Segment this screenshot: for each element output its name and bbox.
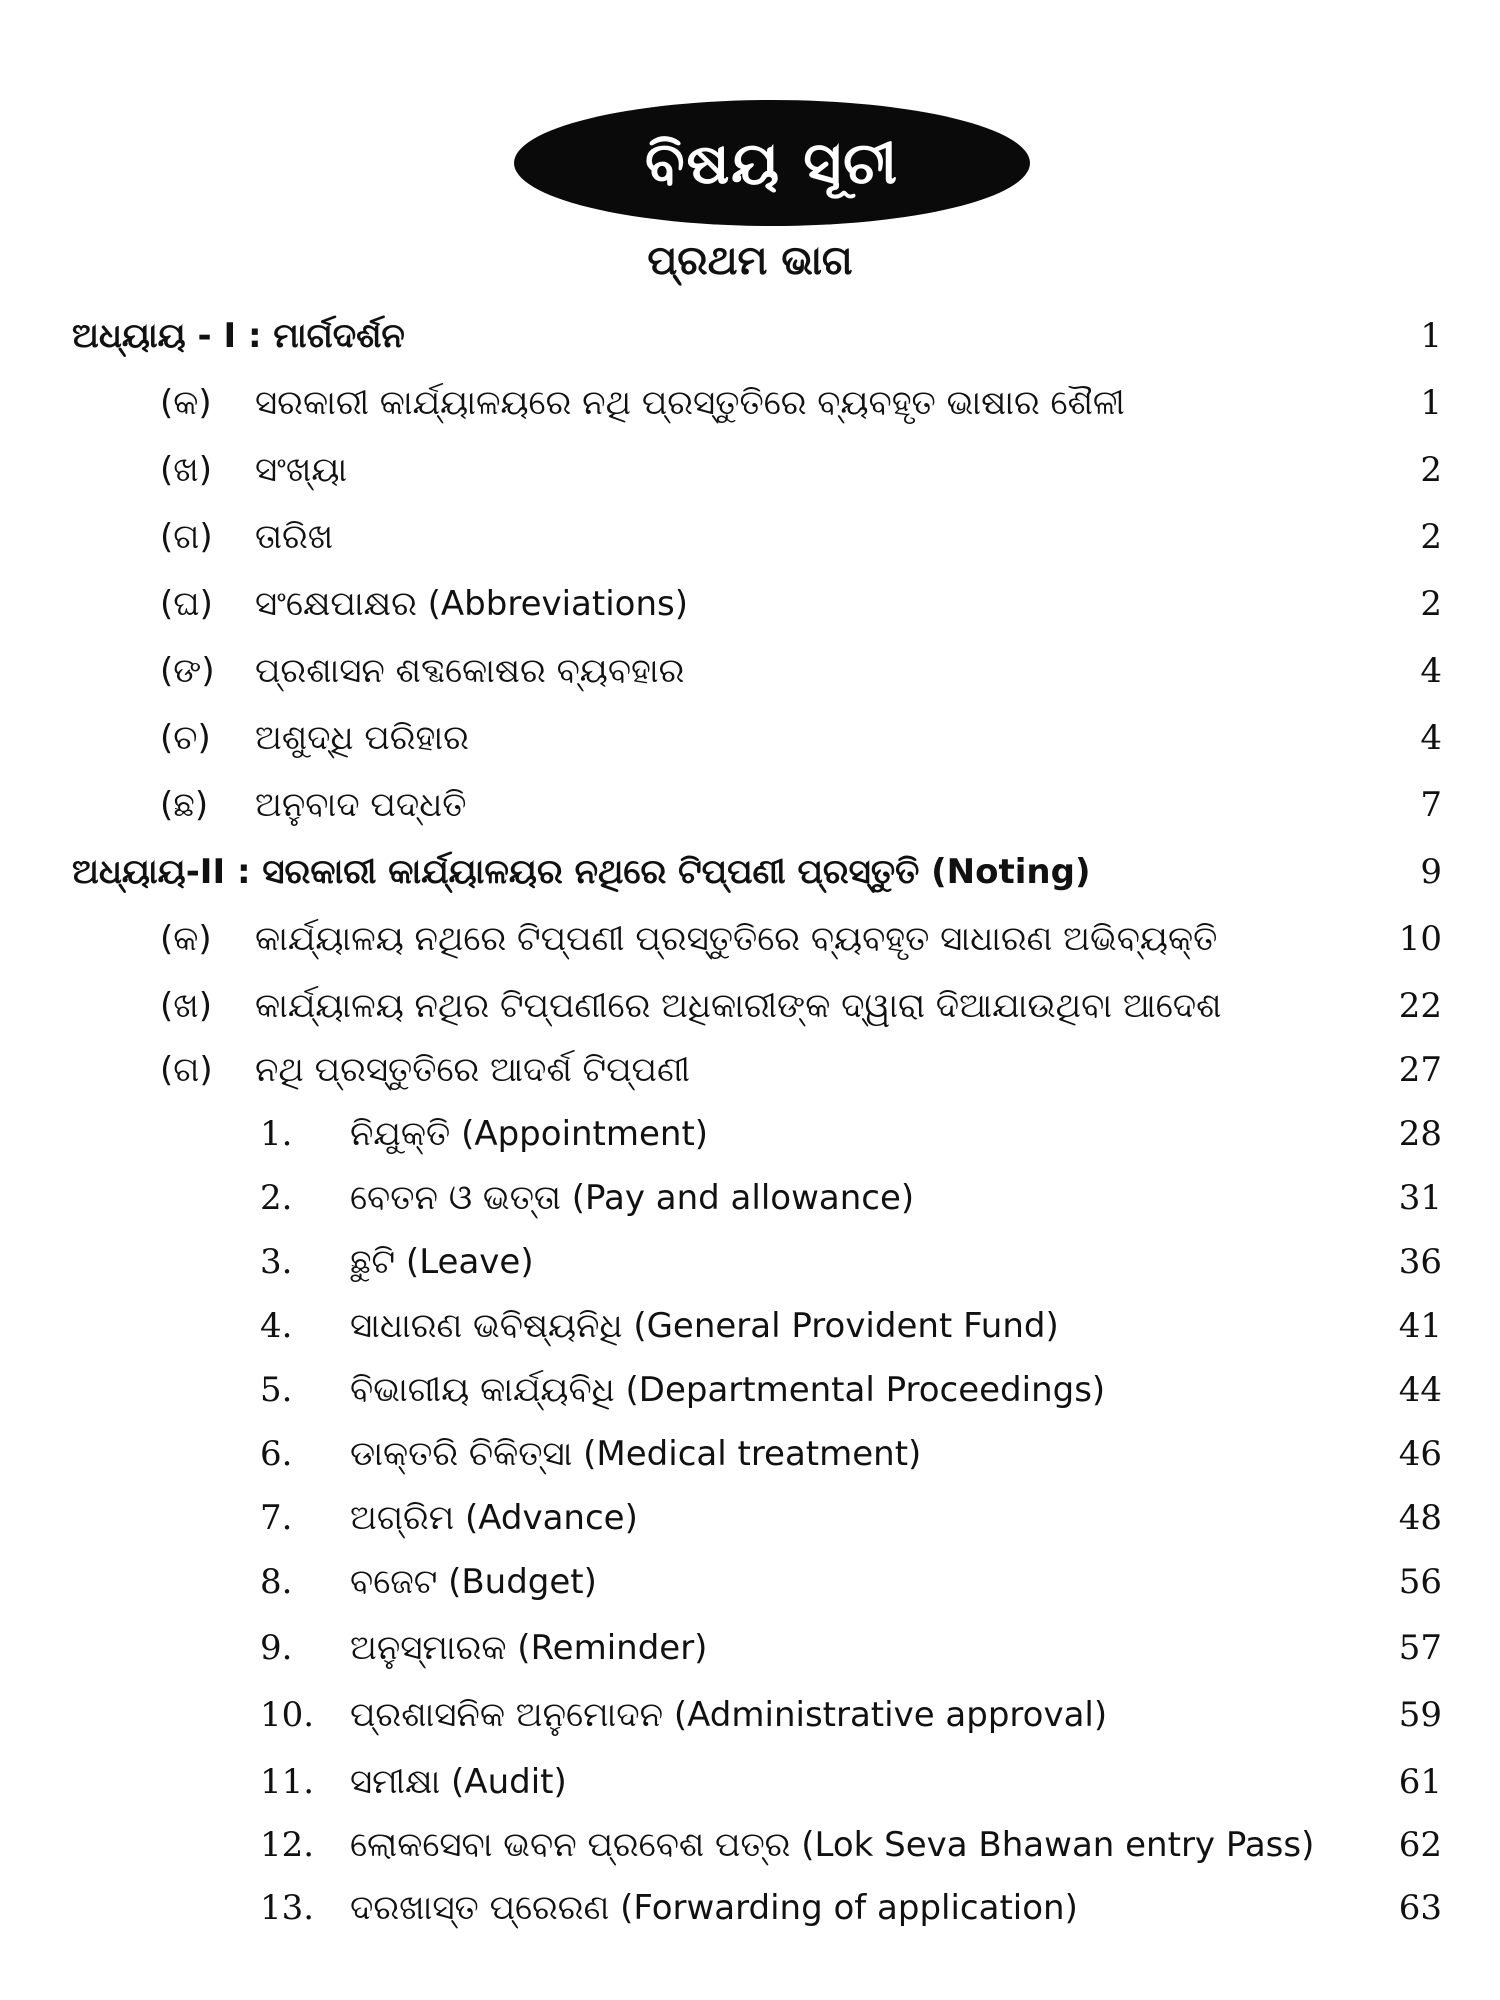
item-marker: (ଛ) <box>160 785 209 825</box>
part-heading: ପ୍ରଥମ ଭାଗ <box>647 238 853 284</box>
subitem-number: 11. <box>260 1762 315 1802</box>
item-marker: (କ) <box>160 383 212 423</box>
toc-subitem <box>0 1490 1500 1546</box>
subitem-text: ପ୍ରଶାସନିକ ଅନୁମୋଦନ (Administrative approval) <box>350 1695 1108 1735</box>
subitem-text: ବିଭାଗୀୟ କାର୍ଯ୍ୟବିଧି (Departmental Proceedings) <box>350 1370 1106 1410</box>
subitem-text: ଅନୁସ୍ମାରକ (Reminder) <box>350 1628 708 1668</box>
toc-item <box>0 442 1500 498</box>
subitem-page: 59 <box>1398 1695 1442 1735</box>
subitem-text: ନିଯୁକ୍ତି (Appointment) <box>350 1114 709 1154</box>
subitem-text: ସମୀକ୍ଷା (Audit) <box>350 1762 567 1802</box>
chapter-2-page: 9 <box>1420 852 1442 892</box>
subitem-number: 2. <box>260 1178 293 1218</box>
toc-item <box>0 710 1500 766</box>
item-page: 27 <box>1398 1050 1442 1090</box>
item-text: ସଂକ୍ଷେପାକ୍ଷର (Abbreviations) <box>255 584 688 624</box>
item-page: 2 <box>1420 517 1442 557</box>
toc-subitem <box>0 1426 1500 1482</box>
subitem-page: 57 <box>1398 1628 1442 1668</box>
subitem-page: 48 <box>1398 1498 1442 1538</box>
subitem-text: ବଜେଟ (Budget) <box>350 1562 597 1602</box>
subitem-text: ଡାକ୍ତରି ଚିକିତ୍ସା (Medical treatment) <box>350 1434 922 1474</box>
toc-title: ବିଷୟ ସୂଚୀ <box>644 128 900 197</box>
chapter-2-label: ଅଧ୍ୟାୟ-II : ସରକାରୀ କାର୍ଯ୍ୟାଳୟର ନଥିରେ ଟିପ୍ପଣୀ ପ୍ରସ୍ତୁତି (Noting) <box>72 852 1091 892</box>
toc-subitem <box>0 1817 1500 1873</box>
toc-subitem <box>0 1554 1500 1610</box>
subitem-number: 3. <box>260 1242 293 1282</box>
item-marker: (କ) <box>160 919 212 959</box>
item-page: 4 <box>1420 718 1442 758</box>
item-text: ଅଶୁଦ୍ଧି ପରିହାର <box>255 718 469 758</box>
subitem-page: 46 <box>1398 1434 1442 1474</box>
subitem-page: 62 <box>1398 1825 1442 1865</box>
toc-subitem <box>0 1880 1500 1936</box>
subitem-number: 10. <box>260 1695 315 1735</box>
subitem-number: 13. <box>260 1888 315 1928</box>
subitem-page: 44 <box>1398 1370 1442 1410</box>
chapter-2-row <box>0 844 1500 900</box>
item-marker: (ଘ) <box>160 584 213 624</box>
item-marker: (ଖ) <box>160 450 212 490</box>
subitem-number: 6. <box>260 1434 293 1474</box>
toc-item <box>0 1042 1500 1098</box>
item-page: 4 <box>1420 651 1442 691</box>
item-text: ସଂଖ୍ୟା <box>255 450 348 490</box>
subitem-page: 31 <box>1398 1178 1442 1218</box>
toc-subitem <box>0 1620 1500 1676</box>
toc-item <box>0 509 1500 565</box>
item-text: ନଥି ପ୍ରସ୍ତୁତିରେ ଆଦର୍ଶ ଟିପ୍ପଣୀ <box>255 1050 691 1090</box>
toc-subitem <box>0 1754 1500 1810</box>
toc-item <box>0 576 1500 632</box>
item-text: ପ୍ରଶାସନ ଶବ୍ଦକୋଷର ବ୍ୟବହାର <box>255 651 685 691</box>
subitem-text: ସାଧାରଣ ଭବିଷ୍ୟନିଧି (General Provident Fund) <box>350 1306 1059 1346</box>
item-page: 2 <box>1420 450 1442 490</box>
subitem-page: 41 <box>1398 1306 1442 1346</box>
item-page: 2 <box>1420 584 1442 624</box>
subitem-text: ଲୋକସେବା ଭବନ ପ୍ରବେଶ ପତ୍ର (Lok Seva Bhawan entry Pass) <box>350 1825 1315 1865</box>
subitem-text: ଦରଖାସ୍ତ ପ୍ରେରଣ (Forwarding of application) <box>350 1888 1078 1928</box>
item-marker: (ଚ) <box>160 718 211 758</box>
item-page: 22 <box>1398 986 1442 1026</box>
item-page: 10 <box>1398 919 1442 959</box>
toc-subitem <box>0 1362 1500 1418</box>
toc-item <box>0 911 1500 967</box>
toc-item <box>0 375 1500 431</box>
toc-subitem <box>0 1234 1500 1290</box>
item-marker: (ଗ) <box>160 517 213 557</box>
subitem-page: 63 <box>1398 1888 1442 1928</box>
toc-item <box>0 777 1500 833</box>
item-text: କାର୍ଯ୍ୟାଳୟ ନଥିର ଟିପ୍ପଣୀରେ ଅଧିକାରୀଙ୍କ ଦ୍ୱାରା ଦିଆଯାଉଥିବା ଆଦେଶ <box>255 986 1222 1026</box>
subitem-number: 7. <box>260 1498 293 1538</box>
item-page: 1 <box>1420 383 1442 423</box>
toc-item <box>0 978 1500 1034</box>
subitem-text: ଛୁଟି (Leave) <box>350 1242 534 1282</box>
toc-subitem <box>0 1298 1500 1354</box>
chapter-1-row <box>0 308 1500 364</box>
item-text: ଅନୁବାଦ ପଦ୍ଧତି <box>255 785 467 825</box>
toc-subitem <box>0 1106 1500 1162</box>
toc-item <box>0 643 1500 699</box>
subitem-text: ଅଗ୍ରିମ (Advance) <box>350 1498 638 1538</box>
subitem-page: 28 <box>1398 1114 1442 1154</box>
item-text: କାର୍ଯ୍ୟାଳୟ ନଥିରେ ଟିପ୍ପଣୀ ପ୍ରସ୍ତୁତିରେ ବ୍ୟବହୃତ ସାଧାରଣ ଅଭିବ୍ୟକ୍ତି <box>255 919 1218 959</box>
subitem-page: 56 <box>1398 1562 1442 1602</box>
item-marker: (ଙ) <box>160 651 215 691</box>
subitem-text: ବେତନ ଓ ଭତ୍ତା (Pay and allowance) <box>350 1178 915 1218</box>
chapter-1-label: ଅଧ୍ୟାୟ - I : ମାର୍ଗଦର୍ଶନ <box>72 316 405 356</box>
subitem-number: 9. <box>260 1628 293 1668</box>
subitem-number: 4. <box>260 1306 293 1346</box>
item-text: ସରକାରୀ କାର୍ଯ୍ୟାଳୟରେ ନଥି ପ୍ରସ୍ତୁତିରେ ବ୍ୟବହୃତ ଭାଷାର ଶୈଳୀ <box>255 383 1125 423</box>
subitem-number: 5. <box>260 1370 293 1410</box>
item-marker: (ଖ) <box>160 986 212 1026</box>
item-text: ତାରିଖ <box>255 517 334 557</box>
item-page: 7 <box>1420 785 1442 825</box>
toc-subitem <box>0 1687 1500 1743</box>
toc-subitem <box>0 1170 1500 1226</box>
subitem-number: 8. <box>260 1562 293 1602</box>
subitem-page: 61 <box>1398 1762 1442 1802</box>
subitem-number: 12. <box>260 1825 315 1865</box>
item-marker: (ଗ) <box>160 1050 213 1090</box>
subitem-number: 1. <box>260 1114 293 1154</box>
chapter-1-page: 1 <box>1420 316 1442 356</box>
subitem-page: 36 <box>1398 1242 1442 1282</box>
